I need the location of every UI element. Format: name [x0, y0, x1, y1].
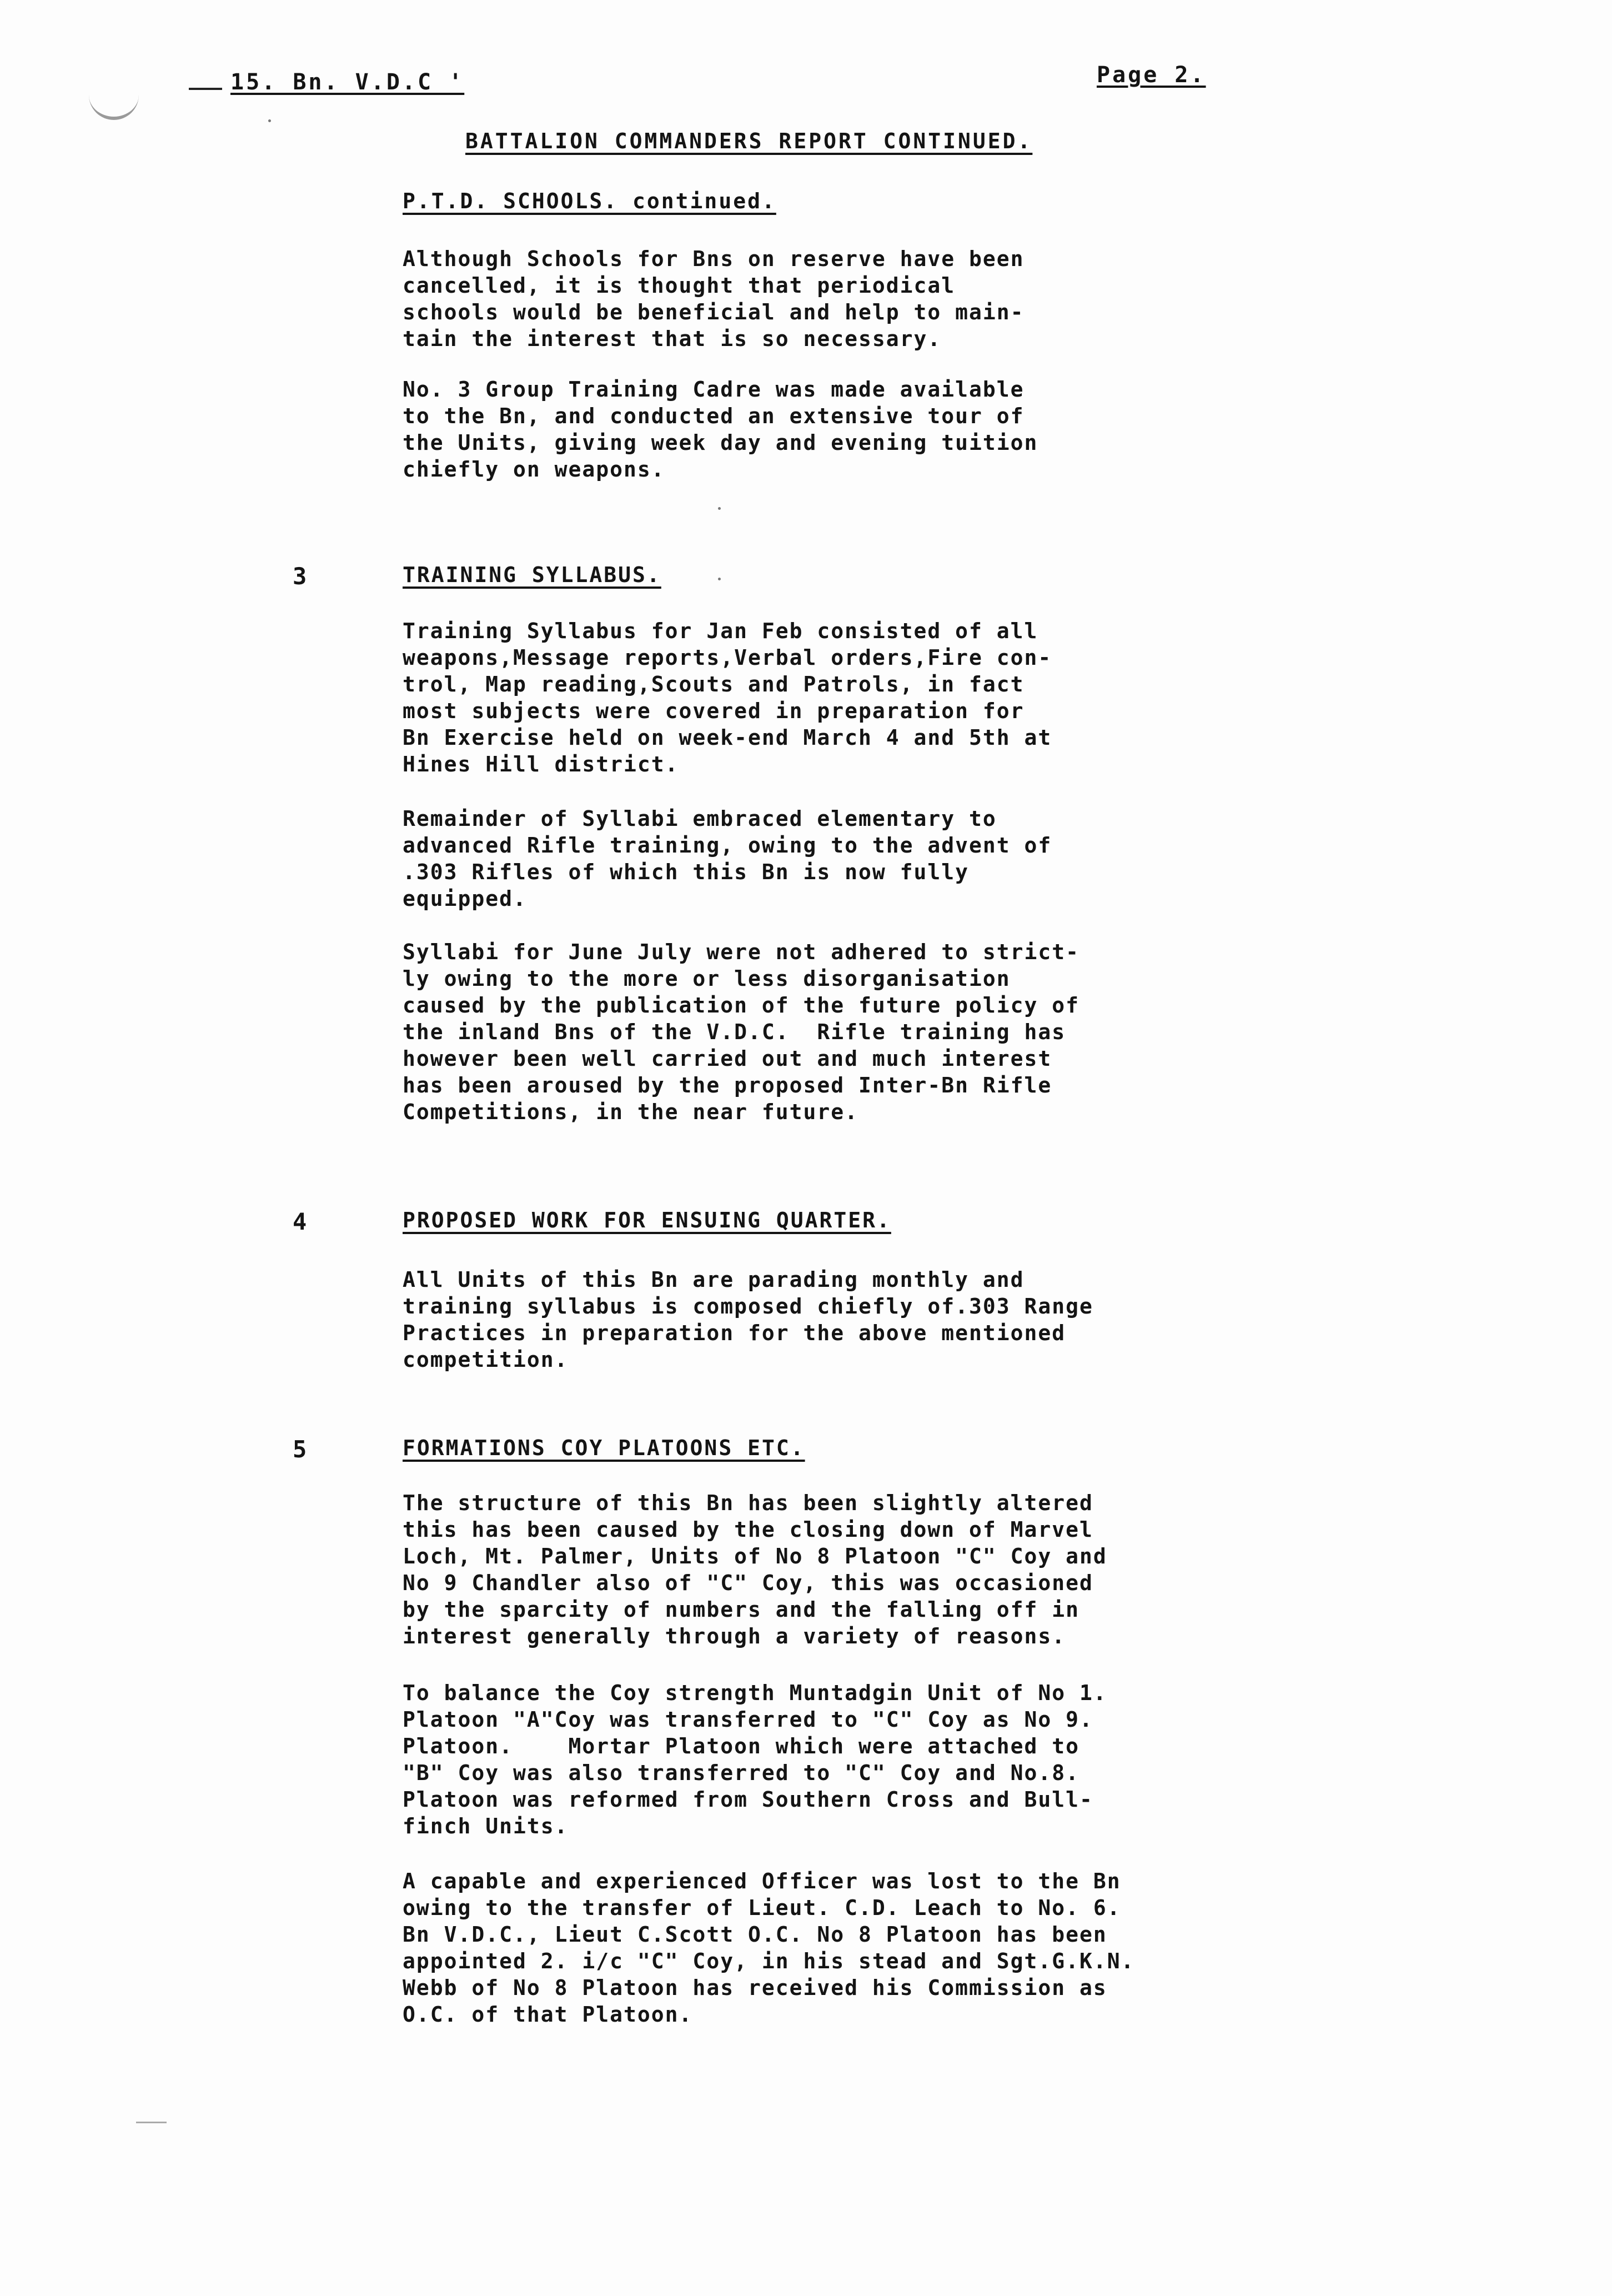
section-heading-training-syllabus: TRAINING SYLLABUS.: [403, 563, 661, 587]
paragraph: Remainder of Syllabi embraced elementary to advanced Rifle training, owing to the advent of .303 Rifles of which this Bn is now fully equipped.: [403, 806, 1052, 911]
speck: [718, 507, 721, 510]
paragraph: To balance the Coy strength Muntadgin Unit of No 1. Platoon "A"Coy was transferred to "C" Coy as No 9. Platoon. Mortar Platoon which were attached to "B" Coy was also transferred to "C" Coy and No.8. Platoon was reformed from Southern Cross and Bull- finch Units.: [403, 1681, 1107, 1838]
paragraph: Syllabi for June July were not adhered to strict- ly owing to the more or less disorganisation caused by the publication of the future policy of the inland Bns of the V.D.C. Rifle training has however been well carried out and much interest has been aroused by the proposed Inter-Bn Rifle Competitions, in the near future.: [403, 940, 1080, 1124]
punch-hole-mark: [89, 83, 139, 120]
section-heading-proposed-work: PROPOSED WORK FOR ENSUING QUARTER.: [403, 1208, 891, 1232]
header-dash: [189, 88, 222, 90]
paragraph: No. 3 Group Training Cadre was made available to the Bn, and conducted an extensive tour of the Units, giving week day and evening tuition chiefly on weapons.: [403, 377, 1038, 482]
paragraph: All Units of this Bn are parading monthly and training syllabus is composed chiefly of.303 Range Practices in preparation for the above mentioned competition.: [403, 1267, 1093, 1372]
paragraph: Although Schools for Bns on reserve have been cancelled, it is thought that periodical schools would be beneficial and help to main- tain the interest that is so necessary.: [403, 247, 1025, 351]
paragraph: Training Syllabus for Jan Feb consisted of all weapons,Message reports,Verbal orders,Fire con- trol, Map reading,Scouts and Patrols, in fact most subjects were covered in preparation for Bn Exercise held on week-end March 4 and 5th at Hines Hill district.: [403, 619, 1052, 776]
page-number: Page 2.: [1097, 62, 1206, 88]
paragraph: The structure of this Bn has been slightly altered this has been caused by the closing down of Marvel Loch, Mt. Palmer, Units of No 8 Platoon "C" Coy and No 9 Chandler also of "C" Coy, this was occasioned by the sparcity of numbers and the falling off in interest generally through a variety of reasons.: [403, 1491, 1107, 1648]
section-number: 4: [293, 1208, 307, 1235]
section-number: 5: [293, 1436, 307, 1463]
speck: [718, 578, 721, 580]
speck: [268, 119, 271, 122]
section-heading-formations: FORMATIONS COY PLATOONS ETC.: [403, 1436, 805, 1460]
page-title: BATTALION COMMANDERS REPORT CONTINUED.: [465, 129, 1033, 153]
section-heading-ptd-schools: P.T.D. SCHOOLS. continued.: [403, 189, 776, 213]
margin-mark: [136, 2122, 167, 2123]
section-number: 3: [293, 563, 307, 590]
paragraph: A capable and experienced Officer was lost to the Bn owing to the transfer of Lieut. C.D. Leach to No. 6. Bn V.D.C., Lieut C.Scott O.C. No 8 Platoon has been appointed 2. i/c "C" Coy, in his stead and Sgt.G.K.N. Webb of No 8 Platoon has received his Commission as O.C. of that Platoon.: [403, 1869, 1135, 2027]
unit-header: 15. Bn. V.D.C ': [230, 69, 465, 95]
